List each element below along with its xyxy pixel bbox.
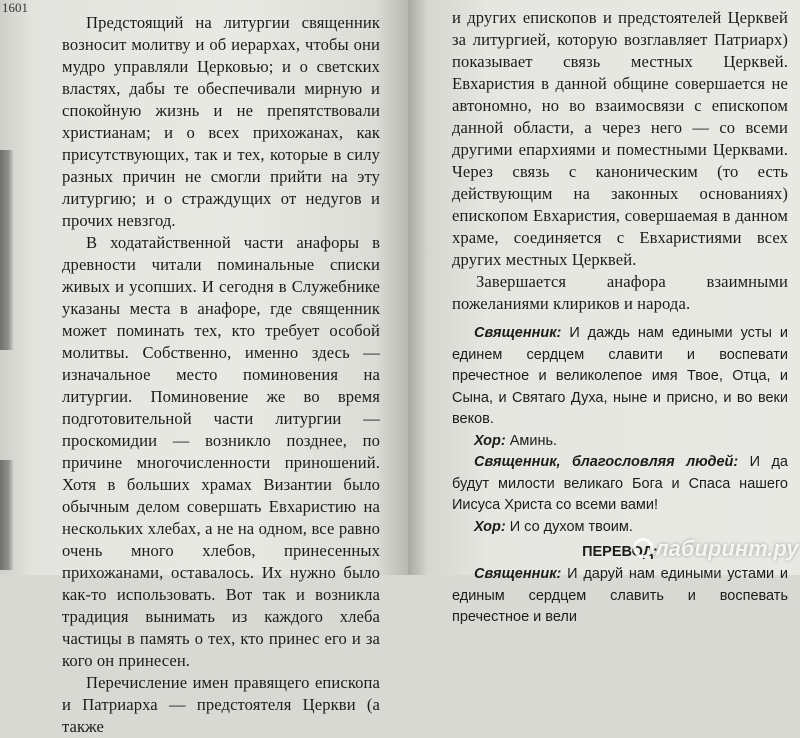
liturgy-line: [452, 431, 788, 453]
paragraph: Завершается анафора взаимными пожеланиями клириков и народа.: [452, 272, 788, 313]
liturgy-line: [452, 452, 788, 517]
binding-shadow: [0, 460, 14, 570]
liturgy-text: И да будут милости великаго Бога и Спаса нашего Иисуса Христа со всеми вами!: [452, 454, 788, 513]
liturgy-text: И даруй нам едиными устами и единым сердцем славить и воспевать пречестное и вели: [452, 566, 789, 625]
paragraph: В ходатайственной части анафоры в древности читали поминальные списки живых и усопших. И сегодня в Служебнике указаны места в анафоре, где священник может поминать тех, кто требует особой молитвы. Собственно, именно здесь — изначальное место поминовения на литургии. Поминовение же во время подготовительной части литургии — проскомидии — возникло позднее, по причине многочисленности приношений. Хотя в больших храмах Византии было обычным делом совершать Евхаристию на нескольких хлебах, а не на одном, все равно очень много хлебов, принесенных прихожанами, оставалось. Их нужно было как-то использовать. Вот так и возникла традиция вынимать из каждого хлеба частицы в память о тех, кто принес его и за кого он принесен.: [62, 233, 380, 670]
speaker-label: Священник:: [474, 325, 562, 341]
paragraph: Предстоящий на литургии священник возносит молитву и об иерархах, чтобы они мудро управляли Церковью; и о светских властях, дабы те обеспечивали мирную и спокойную жизнь и не препятствовали христианам; и о всех прихожанах, как присутствующих, так и тех, которые в силу разных причин не смогли прийти на эту литургию; и о страждущих от недугов и прочих невзгод.: [62, 13, 380, 230]
watermark-logo-icon: [633, 538, 653, 558]
watermark: лабиринт.ру: [655, 536, 799, 561]
liturgy-line: [452, 564, 788, 629]
speaker-label: Хор:: [474, 518, 506, 535]
liturgy-text: И даждь нам едиными усты и единем сердцем славити и воспевати пречестное и великолепое имя Твое, Отца, и Сына, и Святаго Духа, ныне и присно, и во веки веков.: [452, 325, 788, 427]
page-number: 1601: [2, 0, 28, 15]
liturgy-line: [452, 323, 788, 431]
paragraph: Перечисление имен правящего епископа и Патриарха — предстоятеля Церкви (а также: [62, 673, 380, 736]
paragraph: и других епископов и предстоятелей Церквей за литургией, которую возглавляет Патриарх) показывает связь местных Церквей. Евхаристия в данной общине совершается не автономно, но во взаимосвязи с епископом данной области, а через него — со всеми другими епархиями и поместными Церквами. Через связь с каноническим (то есть действующим на законных основаниях) епископом Евхаристия, совершаемая в данном храме, соединяется с Евхаристиями всех других местных Церквей.: [452, 8, 788, 269]
speaker-label: Священник, благословляя людей:: [474, 454, 739, 470]
translation-heading: ПЕРЕВОД:: [582, 544, 658, 560]
liturgy-line: [452, 517, 788, 539]
speaker-label: Хор:: [474, 432, 506, 449]
left-page-text: [62, 12, 380, 738]
speaker-label: Священник:: [474, 566, 562, 582]
liturgy-text: И со духом твоим.: [509, 518, 633, 535]
binding-shadow: [0, 150, 14, 350]
liturgy-text: Аминь.: [509, 432, 558, 449]
